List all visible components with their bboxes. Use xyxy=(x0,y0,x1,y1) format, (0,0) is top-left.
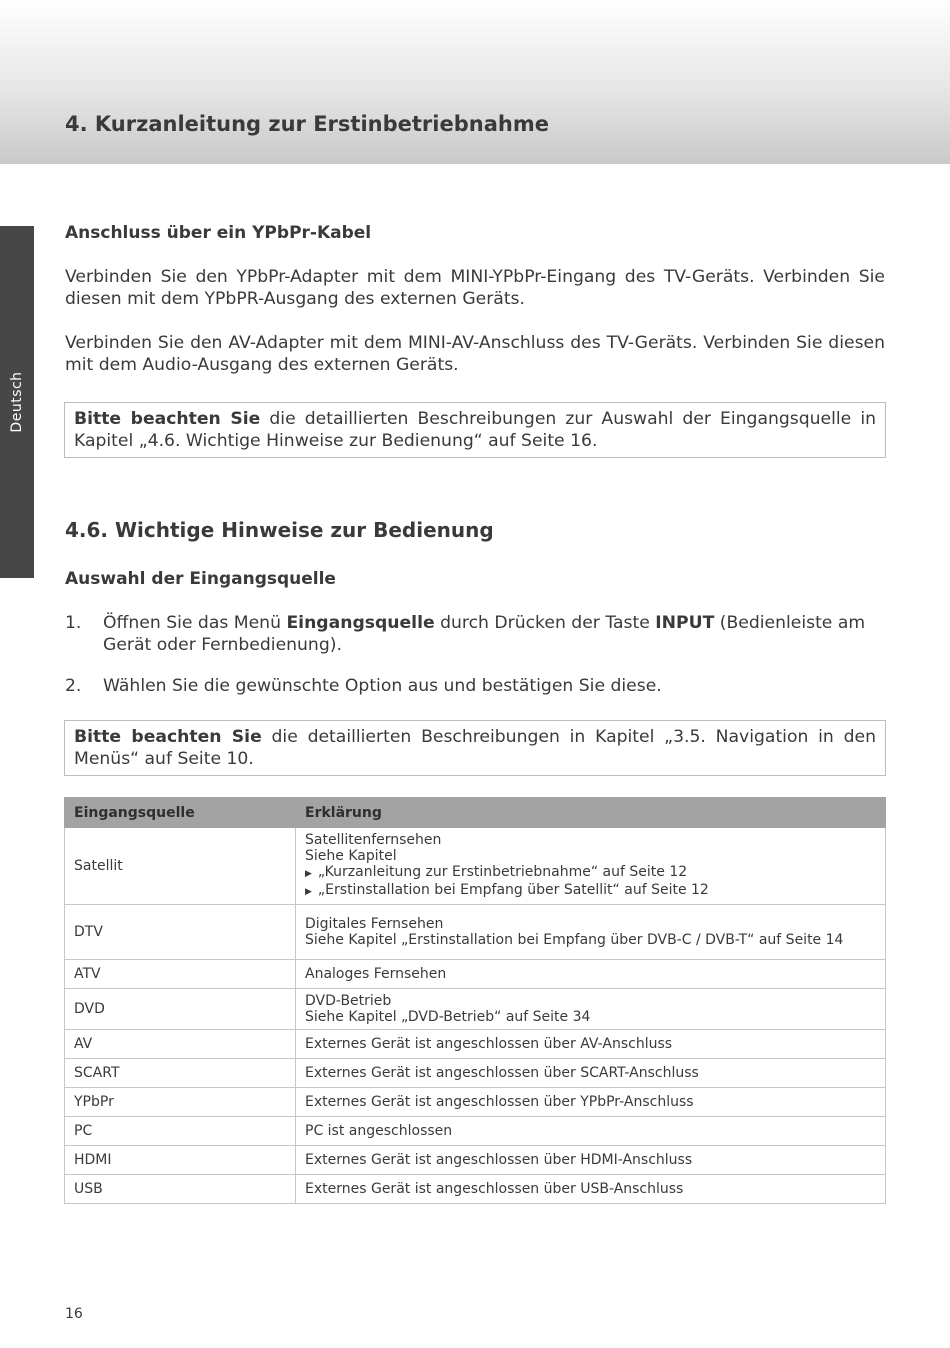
explanation-line: Siehe Kapitel xyxy=(305,848,397,864)
table-row xyxy=(65,1117,886,1146)
explanation-line: Siehe Kapitel „DVD-Betrieb“ auf Seite 34 xyxy=(305,1009,591,1025)
explanation-cell: Externes Gerät ist angeschlossen über USB-Anschluss xyxy=(296,1175,886,1204)
explanation-line: DVD-Betrieb xyxy=(305,993,392,1009)
step-text xyxy=(103,612,883,656)
bullet-line xyxy=(305,882,876,900)
source-cell: ATV xyxy=(65,960,296,989)
explanation-cell: Externes Gerät ist angeschlossen über YPbPr-Anschluss xyxy=(296,1088,886,1117)
explanation-line: Satellitenfernsehen xyxy=(305,832,442,848)
column-header-explanation: Erklärung xyxy=(296,798,886,828)
explanation-line: Digitales Fernsehen xyxy=(305,916,444,932)
page-title: 4. Kurzanleitung zur Erstinbetriebnahme xyxy=(65,112,549,136)
explanation-cell: PC ist angeschlossen xyxy=(296,1117,886,1146)
triangle-bullet-icon: ▶ xyxy=(305,887,312,897)
table-row xyxy=(65,828,886,905)
bullet-line xyxy=(305,864,876,882)
table-row xyxy=(65,1175,886,1204)
table-row xyxy=(65,1088,886,1117)
table-row xyxy=(65,1059,886,1088)
source-cell: DTV xyxy=(65,905,296,960)
ypbpr-paragraph-2: Verbinden Sie den AV-Adapter mit dem MINI-AV-Anschluss des TV-Geräts. Verbinden Sie diesen mit dem Audio-Ausgang des externen Geräts. xyxy=(65,333,885,375)
source-cell: SCART xyxy=(65,1059,296,1088)
page-number: 16 xyxy=(65,1306,83,1322)
explanation-cell: Externes Gerät ist angeschlossen über SCART-Anschluss xyxy=(296,1059,886,1088)
note-text: die detaillierten Beschreibungen zur Auswahl der Eingangsquelle in Kapitel „4.6. Wichtige Hinweise zur Bedienung“ auf Seite 16. xyxy=(74,409,876,451)
header-band xyxy=(0,0,950,164)
table-header-row xyxy=(65,798,886,828)
explanation-line: Siehe Kapitel „Erstinstallation bei Empfang über DVB-C / DVB-T“ auf Seite 14 xyxy=(305,932,844,948)
source-cell: YPbPr xyxy=(65,1088,296,1117)
table-row xyxy=(65,1146,886,1175)
bullet-text: „Erstinstallation bei Empfang über Satellit“ auf Seite 12 xyxy=(317,882,709,898)
step-text-part: (Bedienleiste am Gerät oder Fernbedienung). xyxy=(103,613,866,655)
table-row xyxy=(65,989,886,1030)
menu-name-emphasis: Eingangsquelle xyxy=(286,613,435,633)
table-row xyxy=(65,905,886,960)
table-row xyxy=(65,1030,886,1059)
note-emphasis: Bitte beachten Sie xyxy=(74,727,262,747)
source-cell: HDMI xyxy=(65,1146,296,1175)
explanation-cell xyxy=(296,905,886,960)
explanation-cell: Externes Gerät ist angeschlossen über AV-Anschluss xyxy=(296,1030,886,1059)
key-name-emphasis: INPUT xyxy=(655,613,715,633)
table-row xyxy=(65,960,886,989)
input-source-table xyxy=(64,797,886,1204)
explanation-cell: Externes Gerät ist angeschlossen über HDMI-Anschluss xyxy=(296,1146,886,1175)
note-text: die detaillierten Beschreibungen in Kapitel „3.5. Navigation in den Menüs“ auf Seite 10. xyxy=(74,727,876,769)
explanation-cell: Analoges Fernsehen xyxy=(296,960,886,989)
source-cell: AV xyxy=(65,1030,296,1059)
ypbpr-paragraph-1: Verbinden Sie den YPbPr-Adapter mit dem MINI-YPbPr-Eingang des TV-Geräts. Verbinden Sie diesen mit dem YPbPR-Ausgang des externen Geräts. xyxy=(65,267,885,309)
step-number: 1. xyxy=(65,613,82,633)
source-cell: PC xyxy=(65,1117,296,1146)
step-text: Wählen Sie die gewünschte Option aus und bestätigen Sie diese. xyxy=(103,676,662,696)
section-heading: 4.6. Wichtige Hinweise zur Bedienung xyxy=(65,518,494,542)
navigation-note-box xyxy=(64,720,886,776)
triangle-bullet-icon: ▶ xyxy=(305,869,312,879)
ypbpr-note-box xyxy=(64,402,886,458)
source-cell: Satellit xyxy=(65,828,296,905)
step-text-part: durch Drücken der Taste xyxy=(434,613,656,633)
explanation-cell xyxy=(296,989,886,1030)
column-header-source: Eingangsquelle xyxy=(65,798,296,828)
language-side-tab-label: Deutsch xyxy=(9,371,25,433)
note-emphasis: Bitte beachten Sie xyxy=(74,409,261,429)
source-cell: DVD xyxy=(65,989,296,1030)
bullet-text: „Kurzanleitung zur Erstinbetriebnahme“ auf Seite 12 xyxy=(317,864,688,880)
input-source-subheading: Auswahl der Eingangsquelle xyxy=(65,569,336,589)
ypbpr-heading: Anschluss über ein YPbPr-Kabel xyxy=(65,223,372,243)
source-cell: USB xyxy=(65,1175,296,1204)
explanation-cell xyxy=(296,828,886,905)
step-text-part: Öffnen Sie das Menü xyxy=(103,613,287,633)
step-number: 2. xyxy=(65,676,82,696)
